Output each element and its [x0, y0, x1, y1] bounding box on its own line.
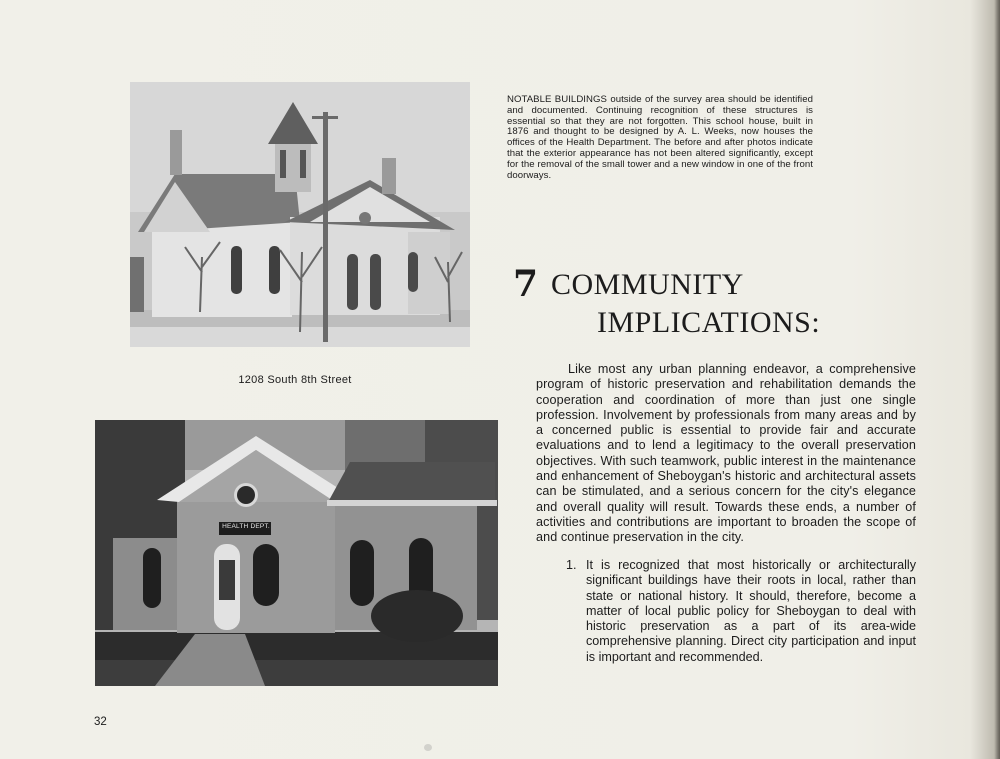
chapter-title-line1: COMMUNITY: [551, 268, 744, 301]
page-number: 32: [94, 716, 107, 728]
chapter-number: 7: [513, 263, 539, 305]
photo-caption-address: 1208 South 8th Street: [238, 374, 352, 386]
list-item-number: 1.: [566, 558, 577, 572]
list-item-text: It is recognized that most historically or architecturally significant buildings have their roots in local, rather than state or national history. It should, therefore, become a matter of local public policy for Sheboygan to deal with historic preservation as a part of its area-wide comprehensive planning. Direct city participation and input is important and recommended.: [586, 558, 916, 664]
health-dept-sign: HEALTH DEPT.: [222, 523, 270, 530]
photo-health-dept-after: [95, 420, 498, 686]
paper-smudge: [424, 744, 432, 751]
notable-buildings-caption: NOTABLE BUILDINGS outside of the survey area should be identified and documented. Continuing recognition of these structures is essential so that they are not forgotten. This school house, built in 1876 and thought to be designed by A. L. Weeks, now houses the offices of the Health Department. The before and after photos indicate that the exterior appearance has not been altered significantly, except for the removal of the small tower and a new window in one of the front doorways.: [507, 94, 813, 181]
page-edge-shadow: [994, 0, 1000, 759]
chapter-title-line2: IMPLICATIONS:: [597, 306, 821, 339]
photo-school-house-before: [130, 82, 470, 347]
intro-paragraph: Like most any urban planning endeavor, a comprehensive program of historic preservation and rehabilitation demands the cooperation and coordination of more than just one single profession. Involvement by professionals from many areas and by a concerned public is essential to provide fair and accurate evaluations and to lend a legitimacy to the overall preservation objectives. With such teamwork, public interest in the maintenance and enhancement of Sheboygan's historic and architectural assets can be stimulated, and a serious concern for the city's elegance and overall quality will result. Towards these ends, a number of activities and contributions are important to broaden the scope of and continue preservation in the city.: [536, 362, 916, 545]
